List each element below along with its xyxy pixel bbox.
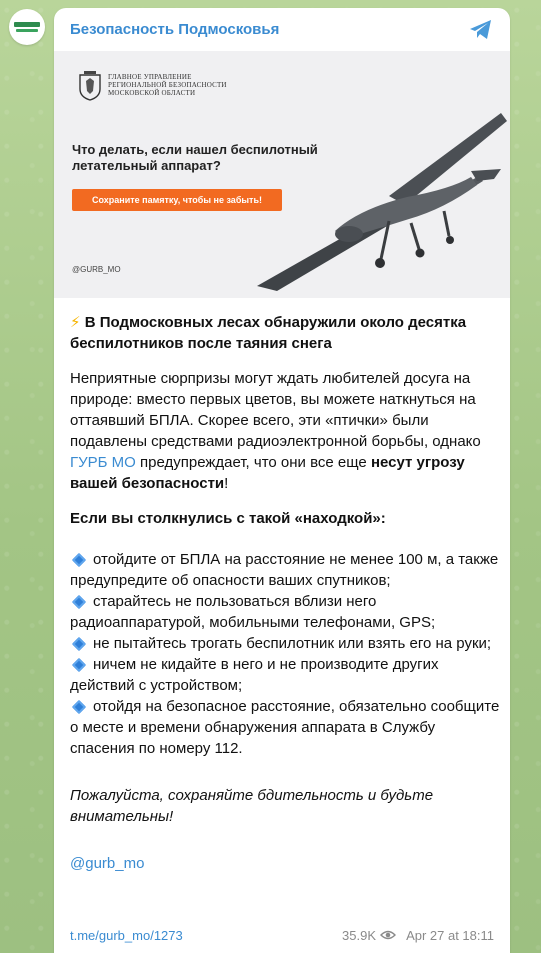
message-footer xyxy=(70,926,494,946)
post-headline: ⚡ В Подмосковных лесах обнаружили около десятка беспилотников после таяния снега xyxy=(70,314,467,352)
post-link[interactable]: t.me/gurb_mo/1273 xyxy=(70,928,183,943)
post-date: Apr 27 at 18:11 xyxy=(406,928,494,943)
list-item: отойдите от БПЛА на расстояние не менее 100 м, а также предупредите об опасности ваших спутников; xyxy=(70,551,499,589)
banner-handle: @GURB_MO xyxy=(72,265,121,274)
organization-name: ГЛАВНОЕ УПРАВЛЕНИЕ РЕГИОНАЛЬНОЙ БЕЗОПАСНОСТИ МОСКОВСКОЙ ОБЛАСТИ xyxy=(108,73,227,97)
banner-save-label: Сохраните памятку, чтобы не забыть! xyxy=(72,189,282,211)
message-header xyxy=(54,8,510,52)
eye-icon xyxy=(380,929,396,941)
list-item: старайтесь не пользоваться вблизи него радиоаппаратурой, мобильными телефонами, GPS; xyxy=(70,593,436,631)
channel-logo-icon xyxy=(14,21,40,33)
coat-of-arms-icon xyxy=(78,71,102,101)
lightning-icon: ⚡ xyxy=(70,314,81,331)
list-heading: Если вы столкнулись с такой «находкой»: xyxy=(70,510,386,527)
message-text xyxy=(70,312,500,888)
list-item: отойдя на безопасное расстояние, обязательно сообщите о месте и времени обнаружения аппарата в Службу спасения по номеру 112. xyxy=(70,698,500,757)
advice-list xyxy=(70,549,500,759)
blue-diamond-icon xyxy=(72,657,86,671)
telegram-share-icon[interactable] xyxy=(468,18,494,42)
post-paragraph: Неприятные сюрпризы могут ждать любителей досуга на природе: вместо первых цветов, вы можете наткнуться на оттаявший БПЛА. Скорее всего, эти «птички» были подавлены средствами радиоэлектронной борьбы, однако ГУРБ МО предупреждает, что они все еще несут угрозу вашей безопасности! xyxy=(70,370,481,492)
blue-diamond-icon xyxy=(72,636,86,650)
blue-diamond-icon xyxy=(72,699,86,713)
closing-text: Пожалуйста, сохраняйте бдительность и будьте внимательны! xyxy=(70,787,434,825)
view-count: 35.9K xyxy=(342,928,376,943)
banner-question: Что делать, если нашел беспилотный летательный аппарат? xyxy=(72,142,318,173)
list-item: ничем не кидайте в него и не производите других действий с устройством; xyxy=(70,656,439,694)
gurb-link[interactable]: ГУРБ МО xyxy=(70,454,136,471)
channel-avatar[interactable] xyxy=(9,9,45,45)
list-item: не пытайтесь трогать беспилотник или взять его на руки; xyxy=(70,633,500,654)
banner-image[interactable] xyxy=(54,51,510,298)
channel-mention[interactable]: @gurb_mo xyxy=(70,855,145,872)
channel-name[interactable]: Безопасность Подмосковья xyxy=(70,21,280,38)
blue-diamond-icon xyxy=(72,594,86,608)
message-card xyxy=(54,8,510,953)
blue-diamond-icon xyxy=(72,552,86,566)
drone-icon xyxy=(239,101,509,291)
